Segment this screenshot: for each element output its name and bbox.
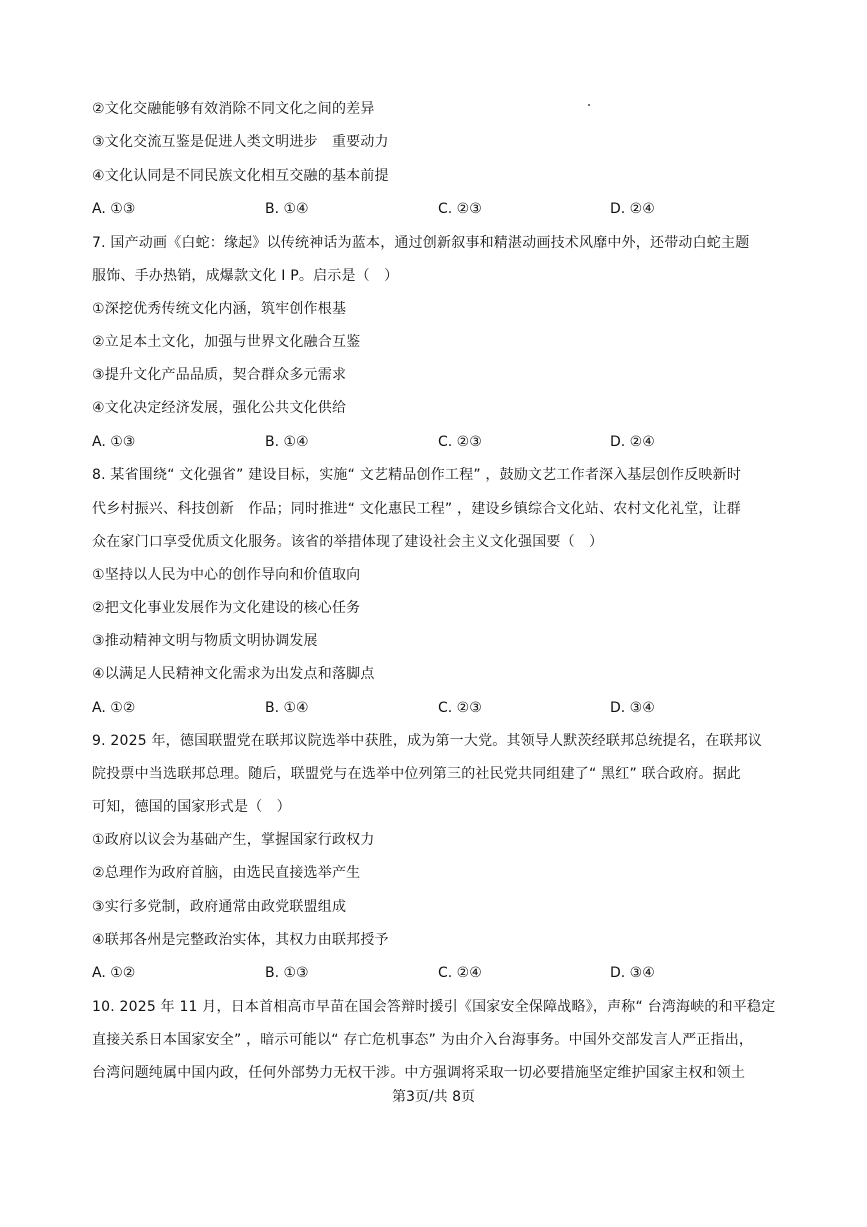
- q8-option-c[interactable]: C. ②③: [438, 700, 482, 716]
- q7-option-c[interactable]: C. ②③: [438, 434, 482, 450]
- q7-option-b[interactable]: B. ①④: [265, 434, 309, 450]
- q8-statement-2: ②把文化事业发展作为文化建设的核心任务: [92, 600, 361, 616]
- q6-option-c[interactable]: C. ②③: [438, 201, 482, 217]
- q6-option-d[interactable]: D. ②④: [610, 201, 655, 217]
- q8-stem-line-1: 8. 某省围绕“ 文化强省” 建设目标，实施“ 文艺精品创作工程” ，鼓励文艺工作者深入基层创作反映新时: [92, 467, 742, 483]
- q8-stem-line-3: 众在家门口享受优质文化服务。该省的举措体现了建设社会主义文化强国要（ ）: [92, 534, 604, 550]
- q9-stem-line-2: 院投票中当选联邦总理。随后，联盟党与在选举中位列第三的社民党共同组建了“ 黑红” 联合政府。据此: [92, 766, 742, 782]
- page-footer: 第3页/共 8页: [392, 1089, 475, 1105]
- q8-statement-1: ①坚持以人民为中心的创作导向和价值取向: [92, 567, 361, 583]
- q7-option-d[interactable]: D. ②④: [610, 434, 655, 450]
- q8-stem-line-2: 代乡村振兴、科技创新 作品；同时推进“ 文化惠民工程” ，建设乡镇综合文化站、农村文化礼堂，让群: [92, 501, 742, 517]
- q7-stem-line-2: 服饰、手办热销，成爆款文化 I P。启示是（ ）: [92, 268, 399, 284]
- q6-statement-2: ②文化交融能够有效消除不同文化之间的差异: [92, 101, 375, 117]
- q9-stem-line-1: 9. 2025 年，德国联盟党在联邦议院选举中获胜，成为第一大党。其领导人默茨经联邦总统提名，在联邦议: [92, 733, 763, 749]
- q7-statement-4: ④文化决定经济发展，强化公共文化供给: [92, 400, 347, 416]
- q7-statement-1: ①深挖优秀传统文化内涵，筑牢创作根基: [92, 301, 347, 317]
- q7-statement-3: ③提升文化产品品质，契合群众多元需求: [92, 367, 347, 383]
- q9-option-b[interactable]: B. ①③: [265, 965, 309, 981]
- q6-option-b[interactable]: B. ①④: [265, 201, 309, 217]
- q9-statement-3: ③实行多党制，政府通常由政党联盟组成: [92, 899, 347, 915]
- q6-option-a[interactable]: A. ①③: [92, 201, 136, 217]
- q8-option-d[interactable]: D. ③④: [610, 700, 655, 716]
- q9-statement-1: ①政府以议会为基础产生，掌握国家行政权力: [92, 832, 375, 848]
- q9-stem-line-3: 可知，德国的国家形式是（ ）: [92, 799, 291, 815]
- q9-option-a[interactable]: A. ①②: [92, 965, 136, 981]
- q7-statement-2: ②立足本土文化，加强与世界文化融合互鉴: [92, 334, 361, 350]
- q8-statement-3: ③推动精神文明与物质文明协调发展: [92, 633, 318, 649]
- q6-statement-3: ③文化交流互鉴是促进人类文明进步 重要动力: [92, 134, 389, 150]
- q8-statement-4: ④以满足人民精神文化需求为出发点和落脚点: [92, 666, 375, 682]
- q9-statement-4: ④联邦各州是完整政治实体，其权力由联邦授予: [92, 932, 389, 948]
- q9-statement-2: ②总理作为政府首脑，由选民直接选举产生: [92, 865, 361, 881]
- q8-option-a[interactable]: A. ①②: [92, 700, 136, 716]
- q7-stem-line-1: 7. 国产动画《白蛇：缘起》以传统神话为蓝本，通过创新叙事和精湛动画技术风靡中外，还带动白蛇主题: [92, 235, 750, 251]
- q9-option-c[interactable]: C. ②④: [438, 965, 482, 981]
- q7-option-a[interactable]: A. ①③: [92, 434, 136, 450]
- q8-option-b[interactable]: B. ①④: [265, 700, 309, 716]
- q9-option-d[interactable]: D. ③④: [610, 965, 655, 981]
- q6-statement-4: ④文化认同是不同民族文化相互交融的基本前提: [92, 168, 389, 184]
- q10-stem-line-3: 台湾问题纯属中国内政，任何外部势力无权干涉。中方强调将采取一切必要措施坚定维护国家主权和领土: [92, 1065, 746, 1081]
- q10-stem-line-1: 10. 2025 年 11 月，日本首相高市早苗在国会答辩时援引《国家安全保障战略》，声称“ 台湾海峡的和平稳定: [92, 999, 776, 1015]
- q10-stem-line-2: 直接关系日本国家安全” ，暗示可能以“ 存亡危机事态” 为由介入台海事务。中国外交部发言人严正指出，: [92, 1032, 754, 1048]
- stray-mark: [588, 104, 590, 106]
